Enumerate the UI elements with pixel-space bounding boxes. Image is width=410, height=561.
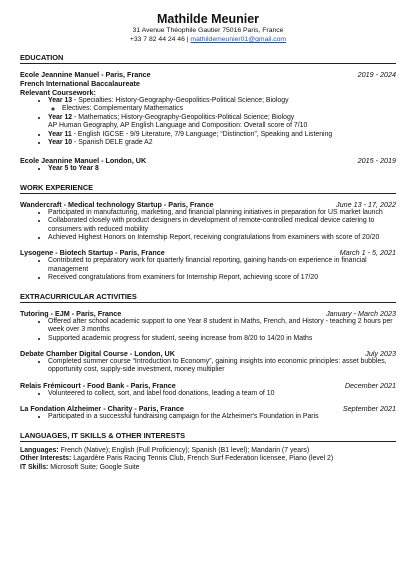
coursework-label: Relevant Coursework:	[20, 88, 96, 97]
list-item	[48, 114, 396, 131]
list-item: • Participated in manufacturing, marketing, and financial planning initiatives in preparation for US market launch	[48, 209, 396, 217]
work-entry	[20, 200, 396, 243]
list-item: ◦ Electives: Complementary Mathematics	[62, 105, 396, 113]
duties-list	[20, 209, 396, 243]
entry-header	[20, 404, 396, 413]
degree: French International Baccalaureate	[20, 79, 140, 88]
list-item: • Contributed to preparatory work for quarterly financial reporting, gaining hands-on experience in financial management	[48, 257, 396, 274]
item-label: Year 12	[48, 113, 73, 121]
list-item	[48, 139, 396, 147]
list-item	[48, 97, 396, 114]
list-item: • Supported academic progress for student, seeing increase from 8/20 to 14/20 in Maths	[48, 335, 396, 343]
activity-name: Relais Frémicourt - Food Bank - Paris, France	[20, 380, 176, 390]
coursework-list	[20, 165, 396, 173]
entry-header	[20, 309, 396, 318]
activity-name: La Fondation Alzheimer - Charity - Paris, France	[20, 404, 184, 414]
email-link[interactable]: mathildemeunier01@gmail.com	[190, 36, 287, 43]
item-label: Year 11	[48, 130, 72, 138]
section-title-languages: LANGUAGES, IT SKILLS & OTHER INTERESTS	[20, 431, 396, 442]
entry-header	[20, 156, 396, 165]
item-label: Year 5 to Year 8	[48, 165, 99, 173]
entry-date: July 2023	[365, 348, 396, 358]
activity-entry	[20, 381, 396, 398]
list-item: • Collaborated closely with product designers in development of remote-controlled medical device catering to consumers with reduced mobility	[48, 217, 396, 234]
list-item: • Participated in a successful fundraising campaign for the Alzheimer's Foundation in Paris	[48, 413, 396, 421]
entry-date: January - March 2023	[326, 308, 396, 318]
list-item: • Completed summer course “Introduction to Economy”, gaining insights into economic principles: asset bubbles, opportunity cost, supply-side investment, money multiplier	[48, 358, 396, 375]
item-text: - Specialties: History-Geography-Geopolitics-Political Science; Biology	[72, 97, 289, 104]
list-item	[48, 131, 396, 139]
line-text: French (Native); English (Full Proficiency); Spanish (B1 level); Mandarin (7 years)	[58, 446, 310, 454]
activity-entry	[20, 349, 396, 375]
coursework-list	[20, 97, 396, 147]
list-item: • Volunteered to collect, sort, and label food donations, leading a team of 10	[48, 390, 396, 398]
school-name: Ecole Jeannine Manuel - London, UK	[20, 156, 147, 166]
school-name: Ecole Jeannine Manuel - Paris, France	[20, 70, 151, 79]
item-text: - English IGCSE - 9/9 Literature, 7/9 Language; “Distinction”, Speaking and Listening	[71, 130, 333, 138]
list-item: • Received congratulations from examiners for Internship Report, achieving score of 17/20	[48, 274, 396, 282]
entry-header	[20, 70, 396, 79]
entry-date: December 2021	[344, 380, 396, 390]
entry-date: March 1 - 5, 2021	[339, 248, 396, 258]
activity-name: Debate Chamber Digital Course - London, UK	[20, 348, 175, 358]
line-label: Languages:	[20, 446, 59, 454]
employer-name: Wandercraft - Medical technology Startup - Paris, France	[20, 199, 214, 209]
item-label: Year 13	[48, 97, 73, 104]
phone: +33 7 82 44 24 46	[129, 36, 185, 43]
it-skills-line	[20, 464, 396, 473]
item-label: Year 10	[48, 139, 73, 147]
line-label: Other Interests:	[20, 455, 72, 463]
entry-header	[20, 248, 396, 257]
skills-block	[20, 447, 396, 473]
entry-header	[20, 381, 396, 390]
contact-line	[20, 35, 396, 44]
candidate-name: Mathilde Meunier	[156, 12, 260, 26]
section-title-education: EDUCATION	[20, 53, 396, 64]
list-item	[48, 165, 396, 173]
sub-list	[48, 105, 396, 113]
entry-header	[20, 200, 396, 209]
line-text: Microsoft Suite; Google Suite	[48, 463, 140, 471]
contact-separator: |	[184, 36, 191, 43]
languages-line	[20, 447, 396, 456]
list-item: • Offered after school academic support to one Year 8 student in Maths, French, and History - teaching 2 hours per week over 3 months	[48, 318, 396, 335]
activity-list	[20, 390, 396, 398]
interests-line	[20, 455, 396, 464]
activity-name: Tutoring - EJM - Paris, France	[20, 308, 122, 318]
address: 31 Avenue Théophile Gautier 75016 Paris, France	[132, 27, 284, 34]
work-entry	[20, 248, 396, 282]
duties-list	[20, 257, 396, 282]
education-entry	[20, 156, 396, 173]
item-text: - Mathematics; History-Geography-Geopolitics-Political Science; Biology	[72, 113, 295, 121]
section-title-work: WORK EXPERIENCE	[20, 183, 396, 194]
activity-list	[20, 358, 396, 375]
entry-date: June 13 - 17, 2022	[336, 199, 396, 209]
entry-header	[20, 349, 396, 358]
activity-list	[20, 413, 396, 421]
item-text: - Spanish DELE grade A2	[72, 139, 153, 147]
education-entry	[20, 70, 396, 147]
resume-header	[20, 0, 396, 44]
entry-date: 2015 - 2019	[357, 156, 396, 166]
line-text: Lagardère Paris Racing Tennis Club, French Surf Federation licensee, Piano (level 2)	[71, 455, 334, 463]
activity-entry	[20, 404, 396, 421]
activity-entry	[20, 309, 396, 343]
list-item: • Achieved Highest Honors on Internship Report, receiving congratulations from examiners with score of 20/20	[48, 234, 396, 242]
employer-name: Lysogene - Biotech Startup - Paris, France	[20, 248, 165, 258]
entry-date: 2019 - 2024	[357, 70, 396, 79]
line-label: IT Skills:	[20, 463, 49, 471]
section-title-extracurricular: EXTRACURRICULAR ACTIVITIES	[20, 292, 396, 303]
entry-date: September 2021	[342, 404, 396, 414]
item-text: AP Human Geography, AP English Language and Composition: Overall score of 7/10	[48, 122, 308, 130]
activity-list	[20, 318, 396, 343]
